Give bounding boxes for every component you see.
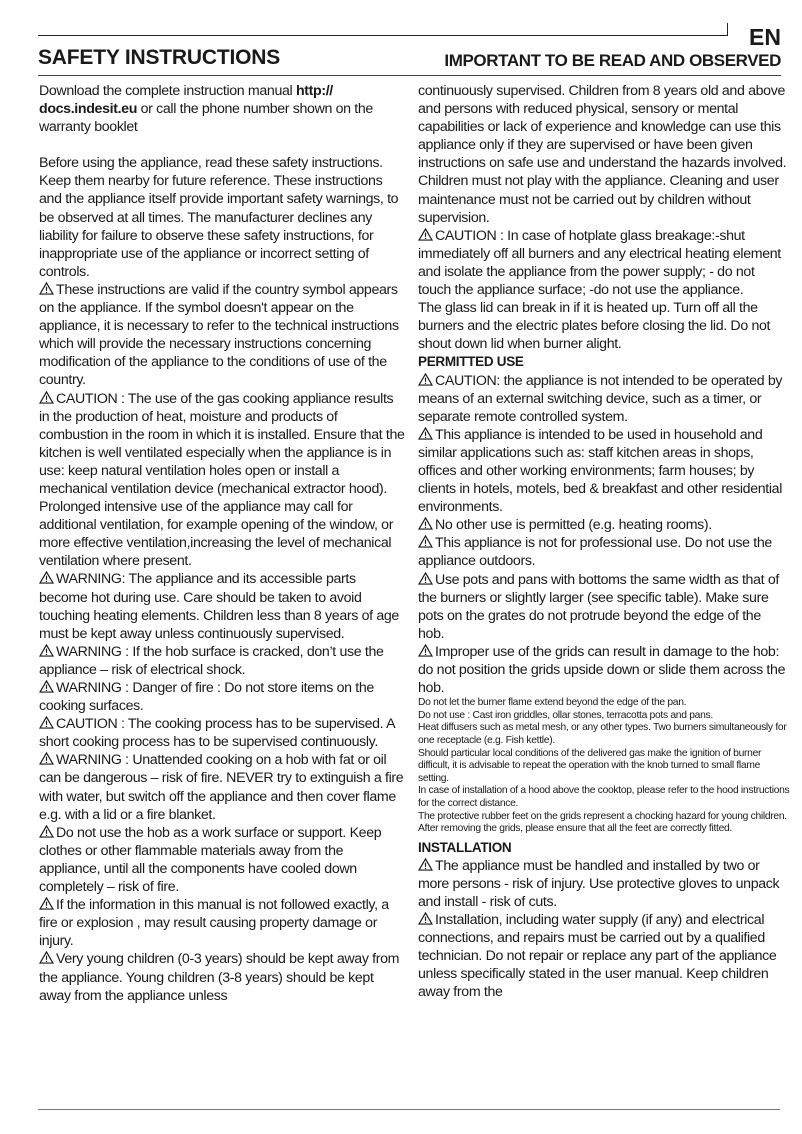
paragraph-glass-lid: The glass lid can break in if it is heated up. Turn off all the burners and the electric plates before closing the lid. Do not shout down lid when burner alight.	[418, 300, 771, 353]
warning-item: Do not use the hob as a work surface or support. Keep clothes or other flammable materials away from the appliance, until all the components have cooled down completely – risk of fire.	[39, 824, 382, 896]
warning-triangle-icon	[418, 572, 433, 585]
section-heading-permitted-use: PERMITTED USE	[418, 354, 524, 370]
warning-item: WARNING : Unattended cooking on a hob with fat or oil can be dangerous – risk of fire. NEVER try to extinguish a fire with water, but switch off the appliance and then cover flame e.g. with a lid or a fire blanket.	[39, 752, 404, 823]
warning-item: WARNING : Danger of fire : Do not store items on the cooking surfaces.	[39, 680, 374, 715]
warning-item: CAUTION : The use of the gas cooking appliance results in the production of heat, moisture and products of combustion in the room in which it is installed. Ensure that the kitchen is well ventilated especially when the appliance is in use: keep natural ventilation holes open or install a mechanical ventilation device (mechanical extractor hood). Prolonged intensive use of the appliance may call for additional ventilation, for example opening of the window, or more effective ventilation,increasing the level of mechanical ventilation where present.	[39, 390, 405, 570]
warning-item: These instructions are valid if the country symbol appears on the appliance. If the symbol doesn't appear on the appliance, it is necessary to refer to the technical instructions which will provide the necessary instructions concerning modification of the appliance to the conditions of use of the country.	[39, 281, 399, 389]
warning-triangle-icon	[39, 716, 54, 729]
warning-triangle-icon	[418, 373, 433, 386]
intro-paragraph	[39, 82, 407, 136]
small-note: In case of installation of a hood above the cooktop, please refer to the hood instructions for the correct distance.	[418, 785, 790, 809]
right-column	[418, 82, 790, 1002]
warning-item: If the information in this manual is not followed exactly, a fire or explosion , may result causing property damage or injury.	[39, 897, 389, 950]
warning-item: Installation, including water supply (if any) and electrical connections, and repairs must be carried out by a qualified technician. Do not repair or replace any part of the appliance unless specifically stated in the user manual. Keep children away from the	[418, 912, 777, 1001]
warning-triangle-icon	[418, 912, 433, 925]
warning-triangle-icon	[39, 644, 54, 657]
paragraph-before-use: Before using the appliance, read these safety instructions. Keep them nearby for future reference. These instructions and the appliance itself provide important safety warnings, to be observed at all times. The manufacturer declines any liability for failure to observe these safety instructions, for inappropriate use of the appliance or incorrect setting of controls.	[39, 155, 399, 280]
warning-triangle-icon	[39, 752, 54, 765]
warning-item: CAUTION : The cooking process has to be supervised. A short cooking process has to be supervised continuously.	[39, 716, 395, 751]
intro-text-end: or call the phone number shown on the warranty booklet	[39, 101, 373, 136]
warning-item: The appliance must be handled and installed by two or more persons - risk of injury. Use protective gloves to unpack and install - risk of cuts.	[418, 857, 780, 910]
header-top-rule	[38, 35, 728, 36]
warning-item: CAUTION: the appliance is not intended to be operated by means of an external switching device, such as a timer, or separate remote controlled system.	[418, 372, 783, 425]
small-note: Should particular local conditions of the delivered gas make the ignition of burner difficult, it is advisable to repeat the operation with the knob turned to small flame setting.	[418, 747, 762, 784]
page-title: SAFETY INSTRUCTIONS	[38, 46, 280, 69]
warning-triangle-icon	[418, 517, 433, 530]
warning-item: This appliance is intended to be used in household and similar applications such as: staff kitchen areas in shops, offices and other working environments; farm houses; by clients in hotels, motels, bed & breakfast and other residential environments.	[418, 426, 783, 516]
small-note: Do not let the burner flame extend beyond the edge of the pan.	[418, 697, 687, 709]
language-label: EN	[749, 24, 781, 50]
warning-triangle-icon	[39, 282, 54, 295]
small-note: Heat diffusers such as metal mesh, or any other types. Two burners simultaneously for one receptacle (e.g. Fish kettle).	[418, 722, 787, 746]
small-note: The protective rubber feet on the grids represent a chocking hazard for young children. After removing the grids, please ensure that all the feet are correctly fitted.	[418, 810, 787, 835]
warning-triangle-icon	[39, 825, 54, 838]
warning-triangle-icon	[39, 571, 54, 584]
small-note: Do not use : Cast iron griddles, ollar stones, terracotta pots and pans.	[418, 709, 713, 721]
warning-item: Improper use of the grids can result in damage to the hob: do not position the grids upside down or slide them across the hob.	[418, 643, 786, 697]
warning-triangle-icon	[39, 897, 54, 910]
header-tick	[727, 23, 728, 36]
warning-item: No other use is permitted (e.g. heating rooms).	[418, 516, 790, 534]
warning-triangle-icon	[39, 391, 54, 404]
intro-text: Download the complete instruction manual	[39, 83, 296, 99]
warning-triangle-icon	[418, 427, 433, 440]
warning-item: WARNING : If the hob surface is cracked, don’t use the appliance – risk of electrical shock.	[39, 643, 384, 678]
manual-link[interactable]: http:// docs.indesit.eu	[39, 83, 333, 118]
warning-item: Very young children (0-3 years) should be kept away from the appliance. Young children (3-8 years) should be kept away from the appliance unless	[39, 951, 400, 1004]
warning-triangle-icon	[39, 951, 54, 964]
warning-triangle-icon	[418, 858, 433, 871]
header-divider	[38, 75, 781, 76]
warning-triangle-icon	[418, 535, 433, 548]
warning-triangle-icon	[39, 680, 54, 693]
warning-item: Use pots and pans with bottoms the same width as that of the burners or slightly larger (see specific table). Make sure pots on the grates do not protrude beyond the edge of the hob.	[418, 571, 779, 642]
warning-item: This appliance is not for professional use. Do not use the appliance outdoors.	[418, 535, 772, 570]
warning-item: CAUTION : In case of hotplate glass breakage:-shut immediately off all burners and any electrical heating element and isolate the appliance from the power supply; - do not touch the appliance surface; -do not use the appliance.	[418, 227, 781, 299]
warning-triangle-icon	[418, 228, 433, 241]
paragraph-children: continuously supervised. Children from 8 years old and above and persons with reduced physical, sensory or mental capabilities or lack of experience and knowledge can use this appliance only if they are supervised or have been given instructions on safe use and understand the hazards involved. Children must not play with the appliance. Cleaning and user maintenance must not be carried out by children without supervision.	[418, 83, 787, 226]
section-heading-installation: INSTALLATION	[418, 839, 512, 855]
warning-triangle-icon	[418, 644, 433, 657]
page-subtitle: IMPORTANT TO BE READ AND OBSERVED	[444, 51, 781, 70]
footer-divider	[38, 1109, 780, 1110]
warning-item: WARNING: The appliance and its accessible parts become hot during use. Care should be taken to avoid touching heating elements. Children less than 8 years of age must be kept away unless continuously supervised.	[39, 571, 399, 642]
left-column	[39, 82, 407, 1005]
